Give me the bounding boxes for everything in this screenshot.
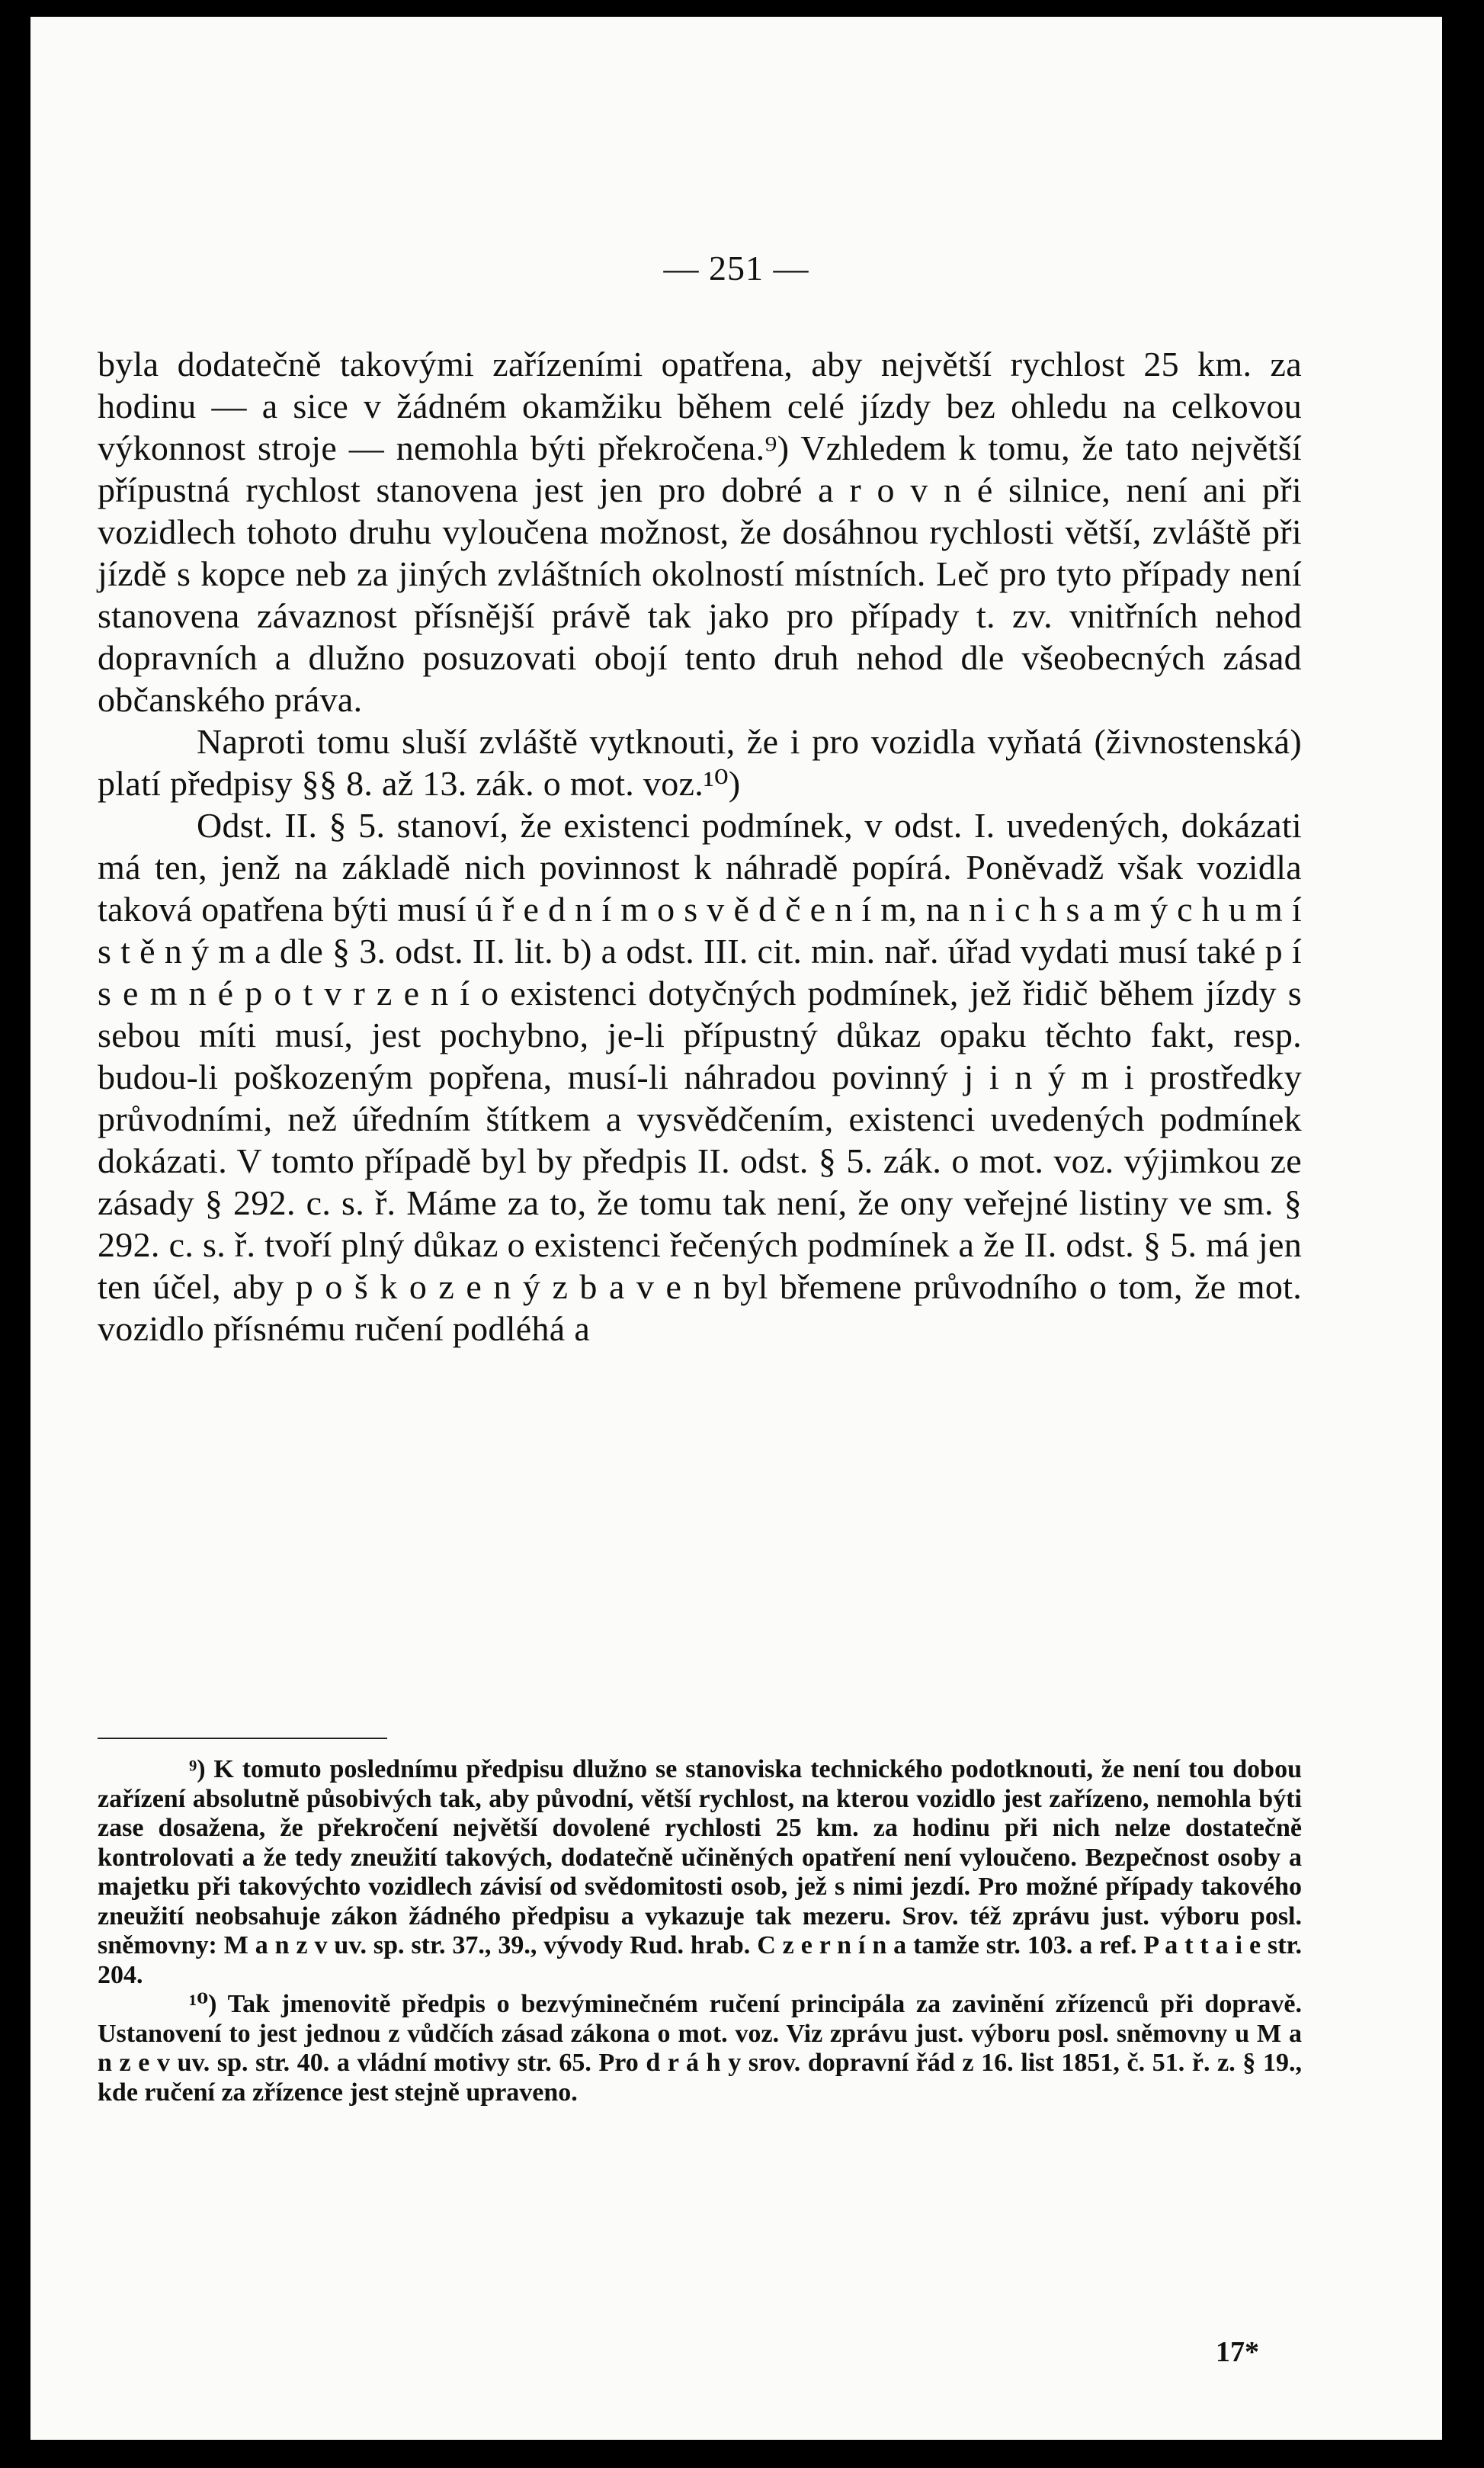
- main-text: [98, 343, 1302, 1350]
- paragraph: Odst. II. § 5. stanoví, že existenci podmínek, v odst. I. uvedených, dokázati má ten, jenž na základě nich povinnost k náhradě popírá. Poněvadž však vozidla taková opatřena býti musí ú ř e d n í m o s v ě d č e n í m, na n i c h s a m ý c h u m í s t ě n ý m a dle § 3. odst. II. lit. b) a odst. III. cit. min. nař. úřad vydati musí také p í s e m n é p o t v r z e n í o existenci dotyčných podmínek, jež řidič během jízdy s sebou míti musí, jest pochybno, je-li přípustný důkaz opaku těchto fakt, resp. budou-li poškozeným popřena, musí-li náhradou povinný j i n ý m i prostředky průvodními, než úředním štítkem a vysvědčením, existenci uvedených podmínek dokázati. V tomto případě byl by předpis II. odst. § 5. zák. o mot. voz. výjimkou ze zásady § 292. c. s. ř. Máme za to, že tomu tak není, že ony veřejné listiny ve sm. § 292. c. s. ř. tvoří plný důkaz o existenci řečených podmínek a že II. odst. § 5. má jen ten účel, aby p o š k o z e n ý z b a v e n byl břemene průvodního o tom, že mot. vozidlo přísnému ručení podléhá a: [98, 806, 1302, 1348]
- book-page: [30, 17, 1442, 2440]
- signature-mark: 17*: [1216, 2336, 1259, 2368]
- page-number: — 251 —: [663, 249, 809, 287]
- footnote: ¹⁰) Tak jmenovitě předpis o bezvýminečném ručení principála za zavinění zřízenců při dopravě. Ustanovení to jest jednou z vůdčích zásad zákona o mot. voz. Viz zprávu just. výboru posl. sněmovny u M a n z e v uv. sp. str. 40. a vládní motivy str. 65. Pro d r á h y srov. dopravní řád z 16. list 1851, č. 51. ř. z. § 19., kde ručení za zřízence jest stejně upraveno.: [98, 1990, 1302, 2107]
- footnotes: [98, 1755, 1302, 2107]
- paragraph: Naproti tomu sluší zvláště vytknouti, že i pro vozidla vyňatá (živnostenská) platí předpisy §§ 8. až 13. zák. o mot. voz.¹⁰): [98, 722, 1302, 803]
- footnote: ⁹) K tomuto poslednímu předpisu dlužno se stanoviska technického podotknouti, že není tou dobou zařízení absolutně působivých tak, aby původní, větší rychlost, na kterou vozidlo jest zařízeno, nemohla býti zase dosažena, že překročení největší dovolené rychlosti 25 km. za hodinu při nich nelze dostatečně kontrolovati a že tedy zneužití takových, dodatečně učiněných opatření není vyloučeno. Bezpečnost osoby a majetku při takovýchto vozidlech závisí od svědomitosti osob, jež s nimi jezdí. Pro možné případy takového zneužití neobsahuje zákon žádného předpisu a vykazuje tak mezeru. Srov. též zprávu just. výboru posl. sněmovny: M a n z v uv. sp. str. 37., 39., vývody Rud. hrab. C z e r n í n a tamže str. 103. a ref. P a t t a i e str. 204.: [98, 1755, 1302, 1989]
- footnote-divider: [98, 1738, 387, 1739]
- paragraph: byla dodatečně takovými zařízeními opatřena, aby největší rychlost 25 km. za hodinu — a sice v žádném okamžiku během celé jízdy bez ohledu na celkovou výkonnost stroje — nemohla býti překročena.⁹) Vzhledem k tomu, že tato největší přípustná rychlost stanovena jest jen pro dobré a r o v n é silnice, není ani při vozidlech tohoto druhu vyloučena možnost, že dosáhnou rychlosti větší, zvláště při jízdě s kopce neb za jiných zvláštních okolností místních. Leč pro tyto případy není stanovena závaznost přísnější právě tak jako pro případy t. zv. vnitřních nehod dopravních a dlužno posuzovati obojí tento druh nehod dle všeobecných zásad občanského práva.: [98, 345, 1302, 719]
